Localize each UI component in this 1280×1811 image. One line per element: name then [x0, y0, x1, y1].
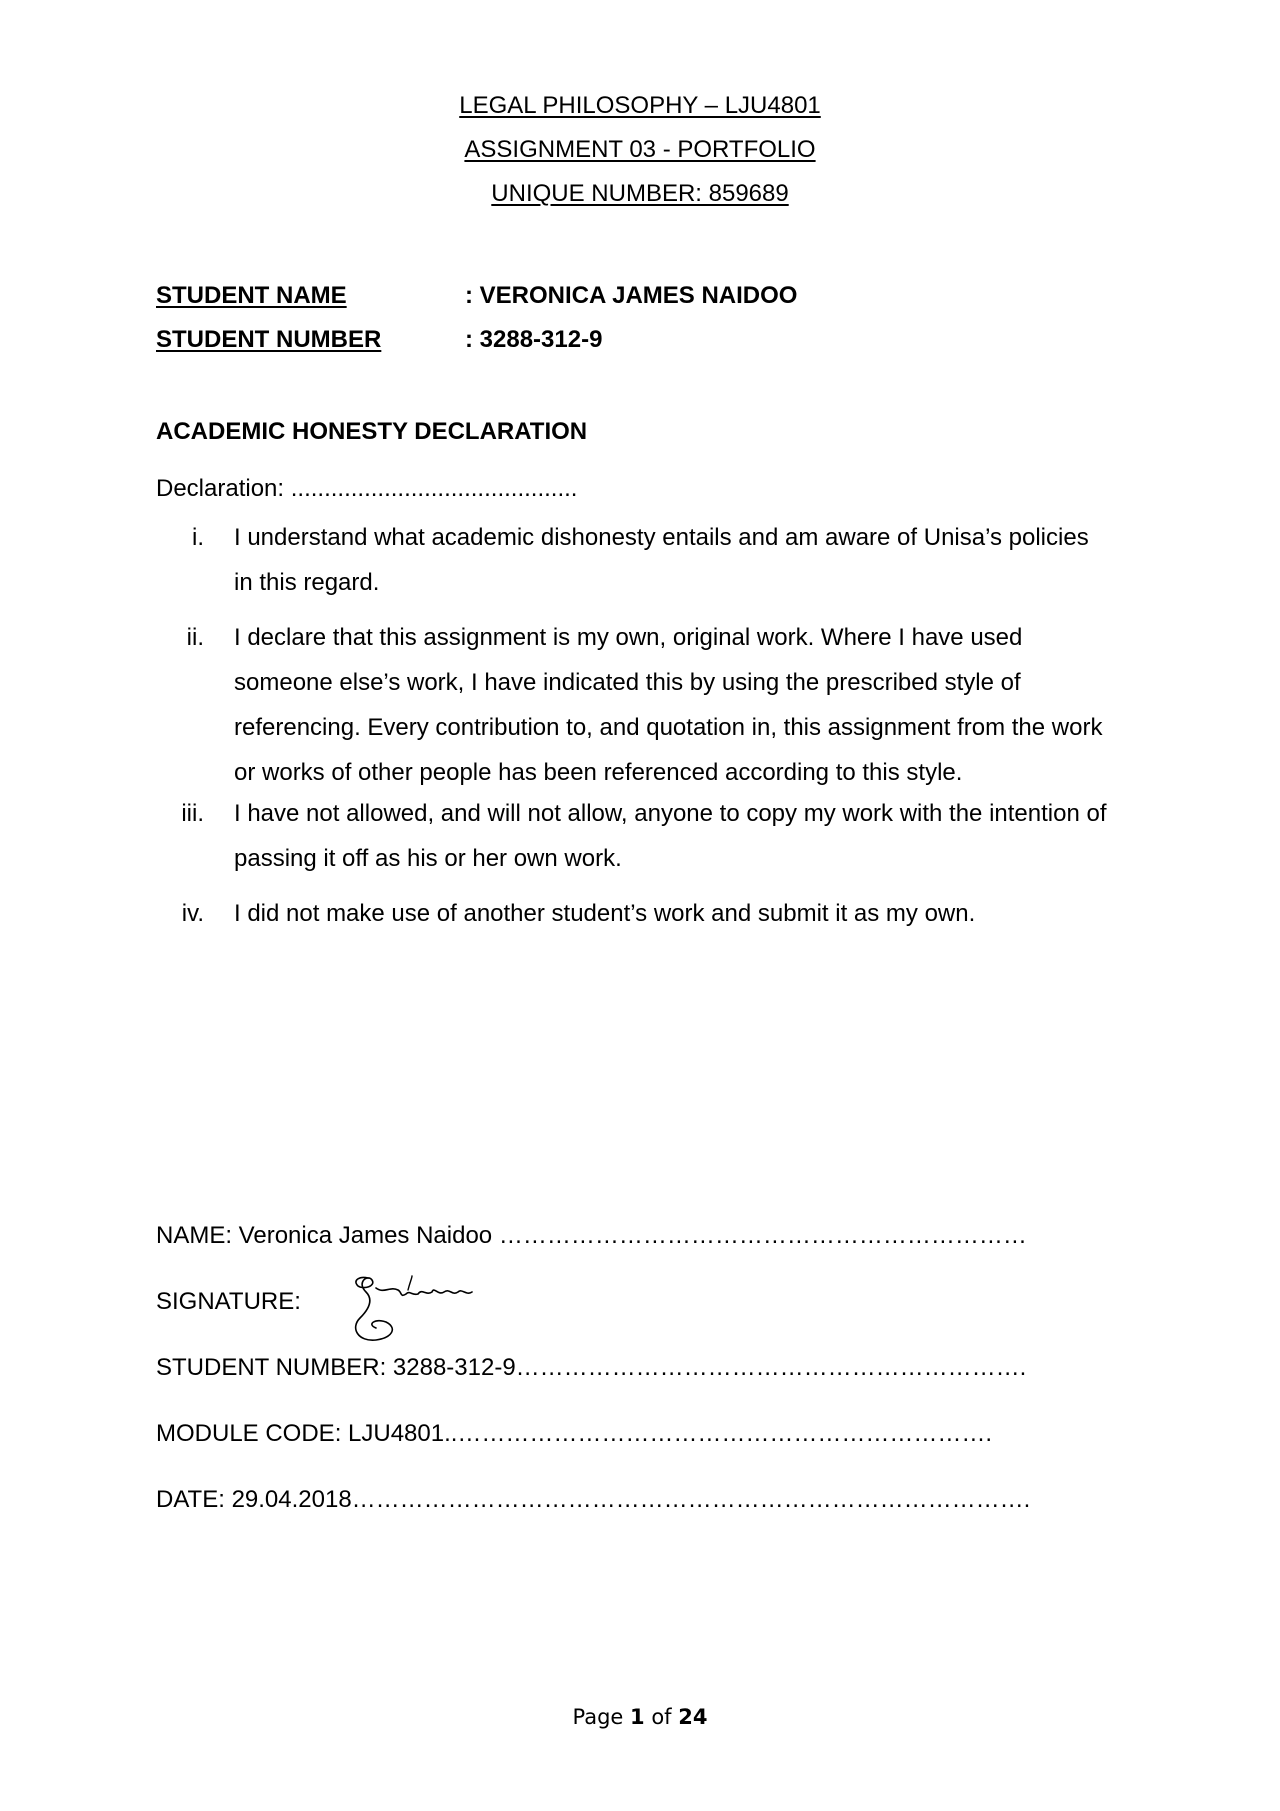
declaration-numeral: iii.	[181, 800, 204, 827]
student-number-label: STUDENT NUMBER	[156, 326, 382, 353]
declaration-text: I understand what academic dishonesty entails and am aware of Unisa’s policies in this regard.	[234, 524, 1089, 596]
declaration-numeral: ii.	[186, 624, 204, 651]
page-footer	[0, 1705, 1280, 1729]
current-page-number: 1	[630, 1705, 645, 1729]
declaration-item	[156, 791, 1116, 881]
signoff-signature-label: SIGNATURE:	[156, 1288, 301, 1315]
course-title: LEGAL PHILOSOPHY – LJU4801	[459, 92, 821, 119]
total-page-count: 24	[678, 1705, 708, 1729]
student-name-row	[156, 282, 1156, 312]
declaration-text: I have not allowed, and will not allow, anyone to copy my work with the intention of passing it off as his or her own work.	[234, 800, 1107, 872]
declaration-item	[156, 891, 1116, 936]
page-word: Page	[572, 1705, 624, 1729]
student-name-value: : VERONICA JAMES NAIDOO	[465, 282, 798, 309]
student-number-value: : 3288-312-9	[465, 326, 603, 353]
academic-honesty-heading: ACADEMIC HONESTY DECLARATION	[156, 418, 588, 445]
signoff-student-number: STUDENT NUMBER: 3288-312-9……………………………………………………….	[156, 1354, 1027, 1381]
student-number-row	[156, 326, 1156, 356]
declaration-line: Declaration: ...........................................	[156, 475, 578, 502]
declaration-numeral: iv.	[181, 900, 204, 927]
of-word: of	[651, 1705, 672, 1729]
signoff-name: NAME: Veronica James Naidoo …………………………………………………………	[156, 1222, 1027, 1249]
signoff-date: DATE: 29.04.2018………………………………………………………………………….	[156, 1486, 1031, 1513]
signature-image	[346, 1266, 486, 1346]
unique-number: UNIQUE NUMBER: 859689	[491, 180, 789, 207]
assignment-title: ASSIGNMENT 03 - PORTFOLIO	[464, 136, 816, 163]
declaration-text: I did not make use of another student’s work and submit it as my own.	[234, 900, 976, 927]
student-name-label: STUDENT NAME	[156, 282, 347, 309]
declaration-text: I declare that this assignment is my own, original work. Where I have used someone else’s work, I have indicated this by using the prescribed style of referencing. Every contribution to, and quotation in, this assignment from the work or works of other people has been referenced according to this style.	[234, 624, 1103, 786]
declaration-numeral: i.	[192, 524, 204, 551]
declaration-item	[156, 515, 1116, 605]
declaration-item	[156, 615, 1116, 795]
signoff-module-code: MODULE CODE: LJU4801..………………………………………………………….	[156, 1420, 993, 1447]
